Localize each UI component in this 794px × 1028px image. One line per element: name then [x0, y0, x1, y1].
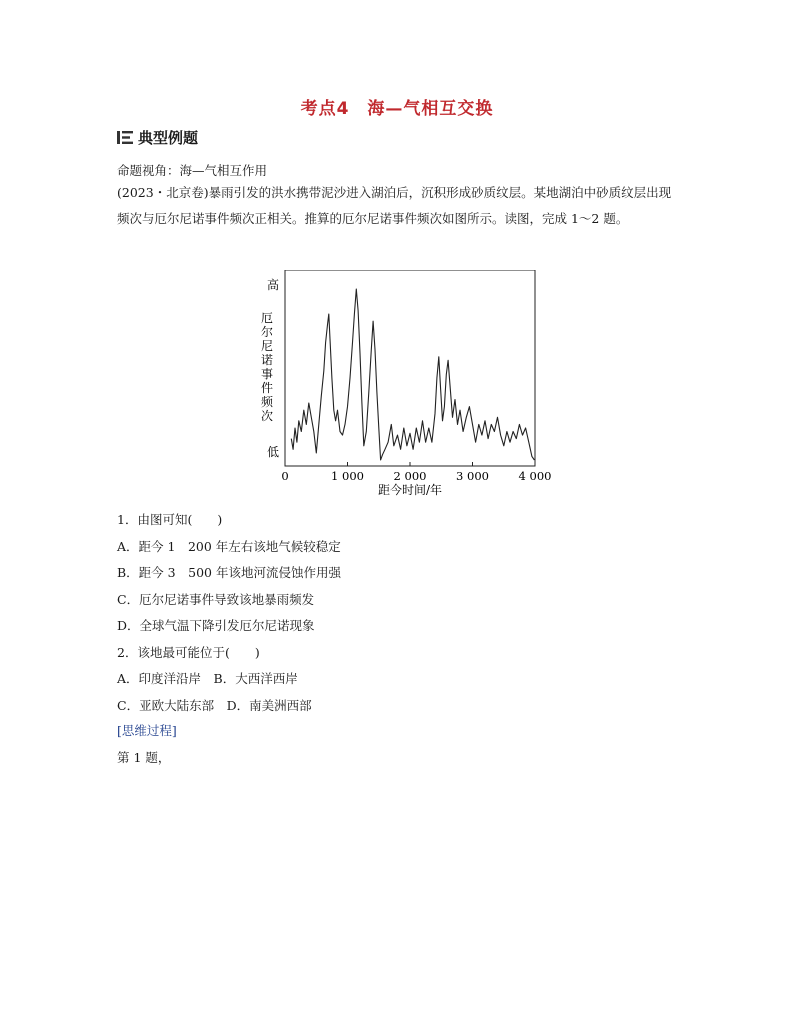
x-tick-label: 1 000 [331, 469, 364, 483]
question-2-options-ab: A．印度洋沿岸 B．大西洋西岸 [117, 671, 298, 686]
thinking-process-label: [思维过程] [117, 723, 177, 738]
y-high-label: 高 [266, 278, 279, 292]
passage-text: (2023・北京卷)暴雨引发的洪水携带泥沙进入湖泊后，沉积形成砂质纹层。某地湖泊中砂质纹层出现频次与厄尔尼诺事件频次正相关。推算的厄尔尼诺事件频次如图所示。读图，完成 1～2 题。 [117, 185, 672, 226]
chart [255, 270, 555, 500]
y-axis-label: 厄尔尼诺事件频次 [261, 311, 274, 423]
y-low-label: 低 [266, 445, 279, 459]
x-tick-label: 3 000 [456, 469, 489, 483]
page-title: 考点4 海—气相互交换 [300, 99, 494, 119]
x-tick-label: 4 000 [518, 469, 552, 483]
perspective-line: 命题视角：海—气相互作用 [117, 163, 268, 178]
question-2-stem: 2．该地最可能位于( ) [117, 645, 260, 660]
question-1-option-d: D．全球气温下降引发厄尔尼诺现象 [117, 618, 315, 633]
question-2-options-cd: C．亚欧大陆东部 D．南美洲西部 [117, 698, 312, 713]
question-1-reference: 第 1 题， [117, 750, 171, 765]
section-label: 典型例题 [138, 129, 199, 147]
section-heading [117, 127, 198, 148]
question-1-option-a: A．距今 1 200 年左右该地气候较稳定 [117, 539, 341, 554]
list-icon [117, 130, 133, 145]
question-1-option-c: C．厄尔尼诺事件导致该地暴雨频发 [117, 592, 315, 607]
plot-frame [285, 270, 535, 466]
series-line [291, 289, 534, 460]
question-1-stem: 1．由图可知( ) [117, 512, 223, 527]
x-tick-label: 2 000 [393, 469, 427, 483]
x-axis-label: 距今时间/年 [377, 483, 443, 497]
x-tick-label: 0 [281, 469, 289, 483]
question-1-option-b: B．距今 3 500 年该地河流侵蚀作用强 [117, 565, 341, 580]
chart-svg [255, 270, 555, 500]
